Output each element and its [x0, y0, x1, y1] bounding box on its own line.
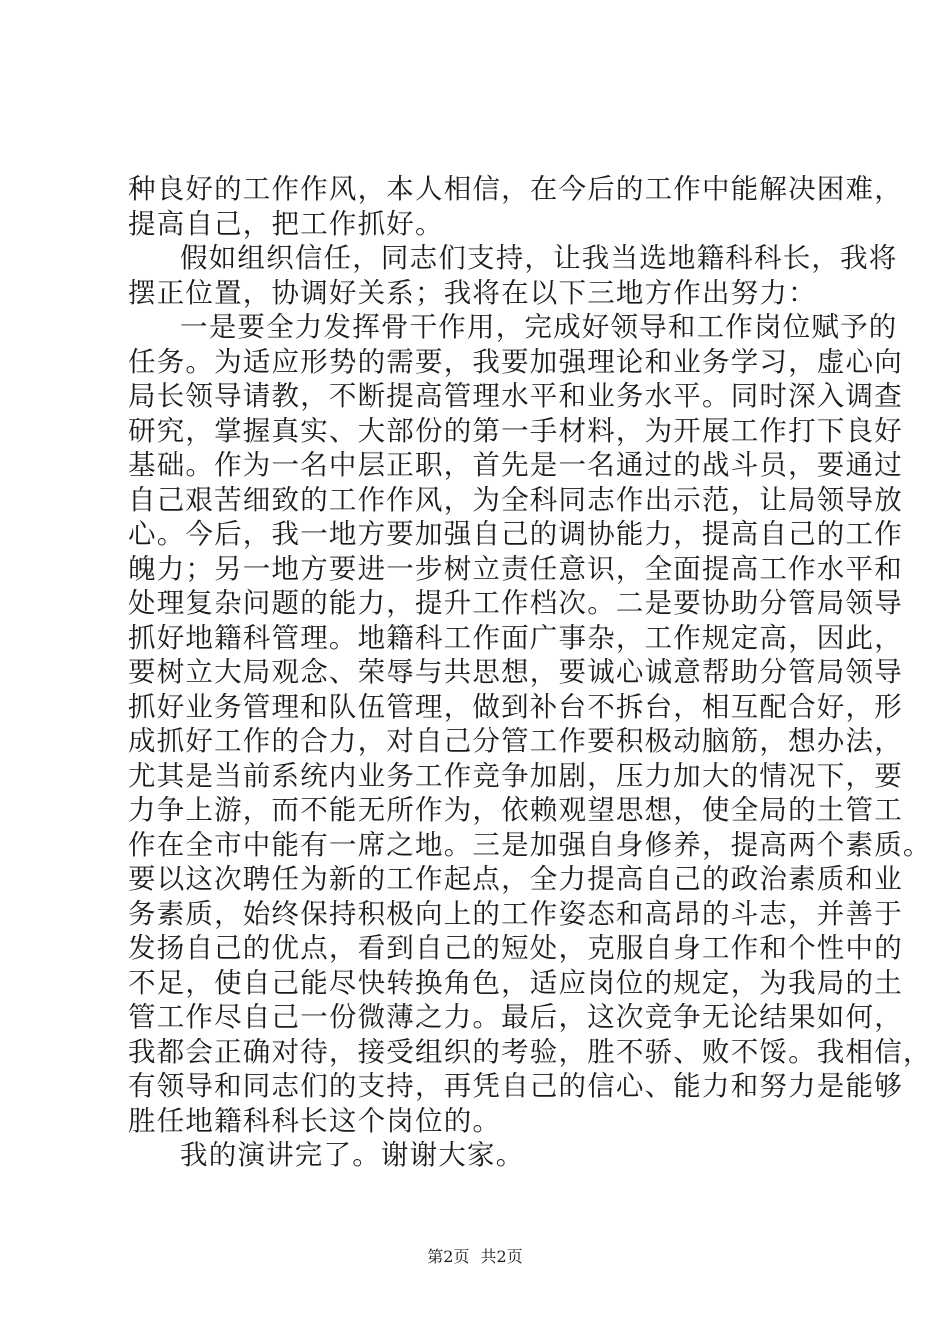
document-body	[128, 172, 932, 1173]
text-line: 成抓好工作的合力，对自己分管工作要积极动脑筋，想办法，	[128, 725, 903, 757]
text-line: 胜任地籍科科长这个岗位的。	[128, 1104, 502, 1137]
text-line: 尤其是当前系统内业务工作竞争加剧，压力加大的情况下，要	[128, 759, 903, 792]
paragraph-start-line: 假如组织信任，同志们支持，让我当选地籍科科长，我将	[180, 242, 898, 274]
text-line: 局长领导请教，不断提高管理水平和业务水平。同时深入调查	[128, 380, 903, 412]
text-line: 研究，掌握真实、大部份的第一手材料，为开展工作打下良好	[128, 414, 903, 447]
text-line: 抓好地籍科管理。地籍科工作面广事杂，工作规定高，因此，	[128, 621, 903, 654]
text-line: 发扬自己的优点，看到自己的短处，克服自身工作和个性中的	[128, 932, 903, 964]
text-line: 摆正位置，协调好关系；我将在以下三地方作出努力：	[128, 276, 817, 309]
page-footer	[0, 1244, 950, 1267]
text-line: 力争上游，而不能无所作为，依赖观望思想，使全局的土管工	[128, 794, 903, 826]
page-number: 第2页	[427, 1247, 470, 1266]
text-line: 处理复杂问题的能力，提升工作档次。二是要协助分管局领导	[128, 587, 903, 619]
paragraph-start-line: 一是要全力发挥骨干作用，完成好领导和工作岗位赋予的	[180, 311, 898, 343]
text-line: 要树立大局观念、荣辱与共思想，要诚心诚意帮助分管局领导	[128, 656, 903, 688]
text-line: 不足，使自己能尽快转换角色，适应岗位的规定，为我局的土	[128, 966, 903, 999]
text-line: 基础。作为一名中层正职，首先是一名通过的战斗员，要通过	[128, 449, 903, 481]
text-line: 魄力；另一地方要进一步树立责任意识，全面提高工作水平和	[128, 552, 903, 585]
text-line: 有领导和同志们的支持，再凭自己的信心、能力和努力是能够	[128, 1070, 903, 1102]
text-line: 种良好的工作作风，本人相信，在今后的工作中能解决困难，	[128, 173, 903, 205]
text-line: 我都会正确对待，接受组织的考验，胜不骄、败不馁。我相信，	[128, 1035, 932, 1068]
text-line: 抓好业务管理和队伍管理，做到补台不拆台，相互配合好，形	[128, 690, 903, 723]
text-line: 提高自己，把工作抓好。	[128, 207, 444, 240]
text-line: 自己艰苦细致的工作作风，为全科同志作出示范，让局领导放	[128, 483, 903, 516]
text-line: 管工作尽自己一份微薄之力。最后，这次竞争无论结果如何，	[128, 1001, 903, 1033]
text-line: 心。今后，我一地方要加强自己的调协能力，提高自己的工作	[128, 518, 903, 550]
text-line: 任务。为适应形势的需要，我要加强理论和业务学习，虚心向	[128, 345, 903, 378]
text-line: 务素质，始终保持积极向上的工作姿态和高昂的斗志，并善于	[128, 897, 903, 930]
paragraph-start-line: 我的演讲完了。谢谢大家。	[180, 1139, 525, 1171]
page-total: 共2页	[480, 1247, 523, 1266]
text-line: 要以这次聘任为新的工作起点，全力提高自己的政治素质和业	[128, 863, 903, 895]
text-line: 作在全市中能有一席之地。三是加强自身修养，提高两个素质。	[128, 828, 932, 861]
